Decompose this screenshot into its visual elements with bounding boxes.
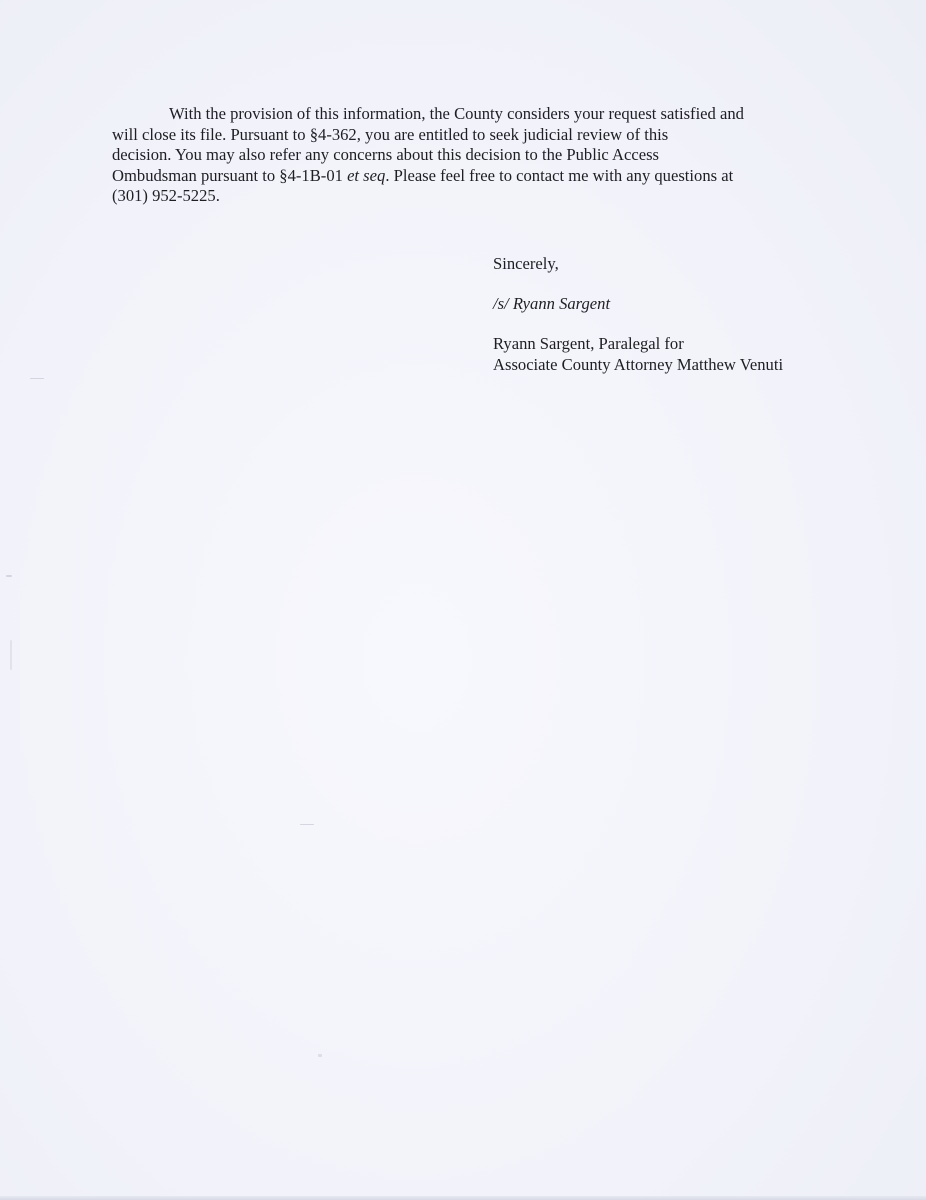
- signer-name-title: Ryann Sargent, Paralegal for: [493, 334, 684, 353]
- paragraph-line-1: With the provision of this information, the County considers your request satisfied and: [169, 104, 744, 123]
- paragraph-line-4: [112, 166, 812, 187]
- signer-block: [493, 333, 893, 375]
- paragraph-line-4-start: Ombudsman pursuant to §4-1B-01: [112, 165, 348, 185]
- closing-salutation: Sincerely,: [493, 254, 559, 273]
- body-paragraph: [112, 104, 812, 207]
- closing-block: [493, 253, 893, 375]
- et-seq-citation: et seq: [347, 165, 386, 185]
- scan-speck: [318, 1054, 322, 1057]
- signature: /s/ Ryann Sargent: [493, 294, 611, 313]
- scan-speck: [300, 824, 314, 825]
- phone-number: (301) 952-5225.: [112, 186, 220, 205]
- scan-speck: [6, 575, 12, 577]
- paragraph-line-2: will close its file. Pursuant to §4-362, you are entitled to seek judicial review of this: [112, 124, 669, 144]
- scan-speck: [30, 378, 44, 379]
- page-bottom-edge: [0, 1196, 926, 1200]
- paragraph-line-4-end: . Please feel free to contact me with any questions at: [385, 165, 734, 185]
- paragraph-line-3: decision. You may also refer any concerns about this decision to the Public Access: [112, 145, 660, 164]
- scan-speck: [10, 640, 12, 670]
- signer-on-behalf-of: Associate County Attorney Matthew Venuti: [493, 355, 784, 374]
